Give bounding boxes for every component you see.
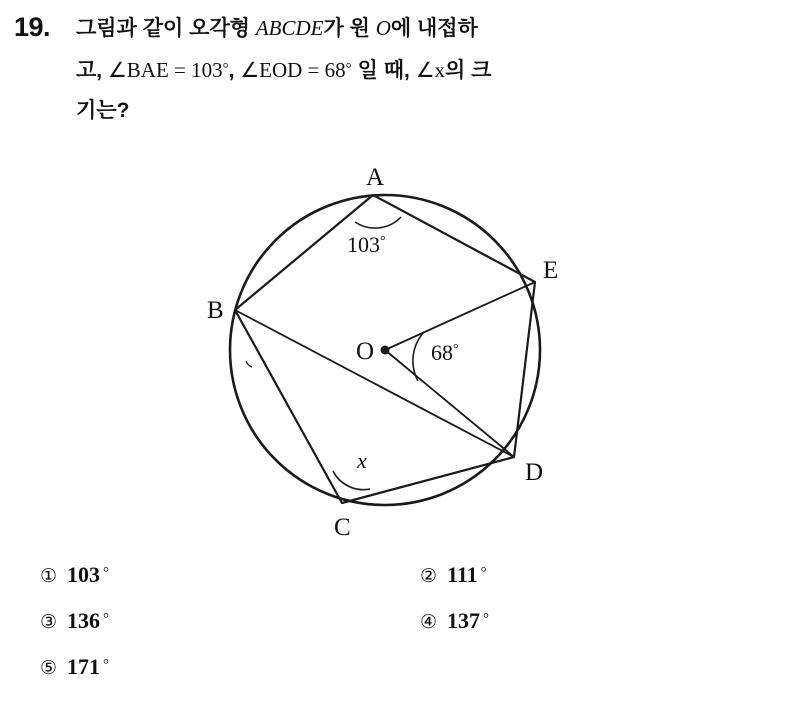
choice-row-2	[40, 608, 780, 654]
stem-text-6: 일 때,	[357, 59, 416, 82]
choice-degree-5: °	[103, 657, 110, 673]
choice-row-1	[40, 562, 780, 608]
label-a: A	[366, 164, 385, 191]
choice-value-2: 111	[447, 562, 478, 587]
stem-math-abcde: ABCDE	[255, 16, 324, 40]
choice-value-3: 136	[67, 608, 101, 633]
label-c: C	[334, 514, 351, 541]
geometry-figure	[205, 160, 605, 550]
stem-angle-bae: ∠BAE = 103	[107, 58, 223, 82]
question-line-2	[76, 49, 786, 91]
label-o: O	[356, 338, 375, 365]
answer-choices	[40, 562, 780, 700]
label-d: D	[525, 459, 544, 486]
stem-text-1: 그림과 같이 오각형	[76, 17, 256, 40]
choice-2[interactable]	[420, 562, 487, 588]
question-line-3: 기는?	[76, 99, 130, 122]
stem-math-o: O	[375, 16, 391, 40]
choice-degree-2: °	[480, 565, 487, 581]
stem-text-4: 고,	[76, 59, 108, 82]
choice-degree-4: °	[483, 611, 490, 627]
degree-symbol-1: °	[222, 61, 229, 77]
center-point-dot	[381, 346, 390, 355]
choice-marker-4: ④	[420, 611, 438, 633]
stem-text-2: 가 원	[323, 17, 376, 40]
label-e: E	[543, 257, 559, 284]
angle-label-o: 68°	[431, 340, 459, 365]
choice-value-1: 103	[67, 562, 101, 587]
choice-marker-5: ⑤	[40, 657, 58, 679]
stem-angle-x: ∠x	[415, 58, 446, 82]
choice-value-4: 137	[447, 608, 481, 633]
question-number: 19.	[14, 12, 51, 42]
choice-1[interactable]	[40, 562, 109, 588]
angle-label-a: 103°	[347, 232, 386, 257]
degree-symbol-2: °	[345, 61, 352, 77]
choice-5[interactable]	[40, 654, 109, 680]
stem-text-3: 에 내접하	[390, 17, 478, 40]
stem-text-7: 의 크	[445, 59, 492, 82]
choice-row-3	[40, 654, 780, 700]
angle-label-x: x	[357, 448, 367, 473]
choice-3[interactable]	[40, 608, 109, 634]
question-text	[76, 8, 786, 131]
stem-text-5: ,	[228, 59, 241, 82]
choice-marker-3: ③	[40, 611, 58, 633]
question-line-1	[76, 8, 786, 49]
label-b: B	[207, 297, 224, 324]
choice-marker-1: ①	[40, 565, 58, 587]
choice-4[interactable]	[420, 608, 489, 634]
choice-degree-1: °	[103, 565, 110, 581]
choice-degree-3: °	[103, 611, 110, 627]
choice-marker-2: ②	[420, 565, 438, 587]
choice-value-5: 171	[67, 654, 101, 679]
stem-angle-eod: ∠EOD = 68	[240, 58, 346, 82]
